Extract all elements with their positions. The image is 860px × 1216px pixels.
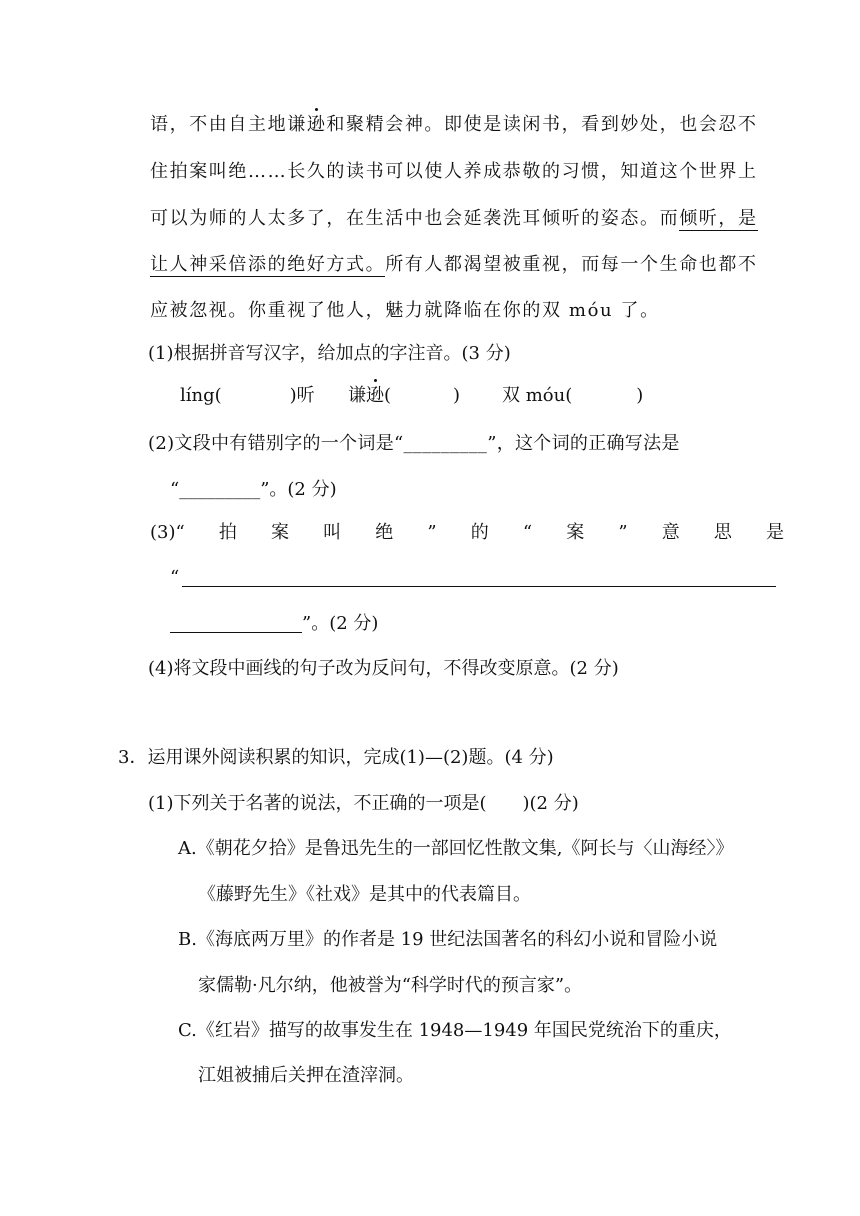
dotted-char: 逊 [306,114,327,135]
question-2-line-1: (2)文段中有错别字的一个词是“_________”，这个词的正确写法是 [148,433,680,454]
passage-line-1 [150,113,758,137]
passage-text: 可以为师的人太多了，在生活中也会延袭洗耳倾听的姿态。而 [150,208,680,229]
option-b-line-1: B.《海底两万里》的作者是 19 世纪法国著名的科幻小说和冒险小说 [178,929,718,950]
option-c-line-2: 江姐被捕后关押在渣滓洞。 [198,1065,414,1086]
question-2-line-2: “_________”。(2 分) [170,479,337,500]
q3-token: 是 [766,522,784,543]
passage-line-3 [150,207,758,231]
q3-token: 的 [470,522,489,543]
passage-line-4 [150,253,758,277]
dotted-char: 逊 [366,385,384,406]
q1-text: ( [384,385,392,406]
q1-text: ) [636,385,644,406]
q1-pinyin-a: líng( [180,385,222,406]
q3-token: 拍 [218,522,237,543]
q3-answer-line-2[interactable] [170,632,302,633]
q3-token: 意 [661,522,680,543]
passage-line-5: 应被忽视。你重视了他人，魅力就降临在你的双 móu 了。 [150,300,660,321]
passage-text: 所有人都渴望被重视，而每一个生命也都不 [385,254,758,275]
option-a-line-1: A.《朝花夕拾》是鲁迅先生的一部回忆性散文集,《阿长与〈山海经〉》 [178,838,734,859]
q3-answer-line[interactable] [182,586,776,587]
section-3-heading: 3．运用课外阅读积累的知识，完成(1)—(2)题。(4 分) [118,747,554,768]
q3-token: (3)“ [150,522,185,543]
q3-token: 思 [713,522,732,543]
question-4: (4)将文段中画线的句子改为反问句，不得改变原意。(2 分) [148,658,619,679]
passage-text: 语，不由自主地谦 [150,114,307,135]
q1-pinyin-c: 双 móu( [502,385,573,406]
q3-token: 叫 [323,522,342,543]
q3-token: 绝 [375,522,394,543]
q1-text: ) [453,385,461,406]
option-c-line-1: C.《红岩》描写的故事发生在 1948—1949 年国民党统治下的重庆， [178,1020,732,1041]
question-1-stem: (1)根据拼音写汉字，给加点的字注音。(3 分) [148,343,511,364]
passage-line-2: 住拍案叫绝……长久的读书可以使人养成恭敬的习惯，知道这个世界上 [150,161,758,182]
q1-item-c [502,384,643,408]
q3-open-quote: “ [170,567,180,588]
option-b-line-2: 家儒勒·凡尔纳，他被誉为“科学时代的预言家”。 [198,975,583,996]
q3-token: 案 [566,522,585,543]
q3-token: “ [522,522,533,543]
section-3-sub-1: (1)下列关于名著的说法，不正确的一项是( )(2 分) [148,793,579,814]
q1-item-a [180,384,315,408]
q3-token: ” [427,522,437,543]
q3-token: ” [618,522,628,543]
q1-item-b [348,384,460,408]
q3-token: 案 [270,522,289,543]
option-a-line-2: 《藤野先生》《社戏》是其中的代表篇目。 [198,884,531,905]
q3-close: ”。(2 分) [302,613,379,634]
question-3-line-1 [150,521,784,545]
passage-text: 和聚精会神。即使是读闲书，看到妙处，也会忍不 [326,114,758,135]
underlined-sentence: 倾听，是 [679,208,758,229]
underlined-sentence: 让人神采倍添的绝好方式。 [150,254,386,275]
q1-text: )听 [289,385,315,406]
q1-text: 谦 [348,385,366,406]
